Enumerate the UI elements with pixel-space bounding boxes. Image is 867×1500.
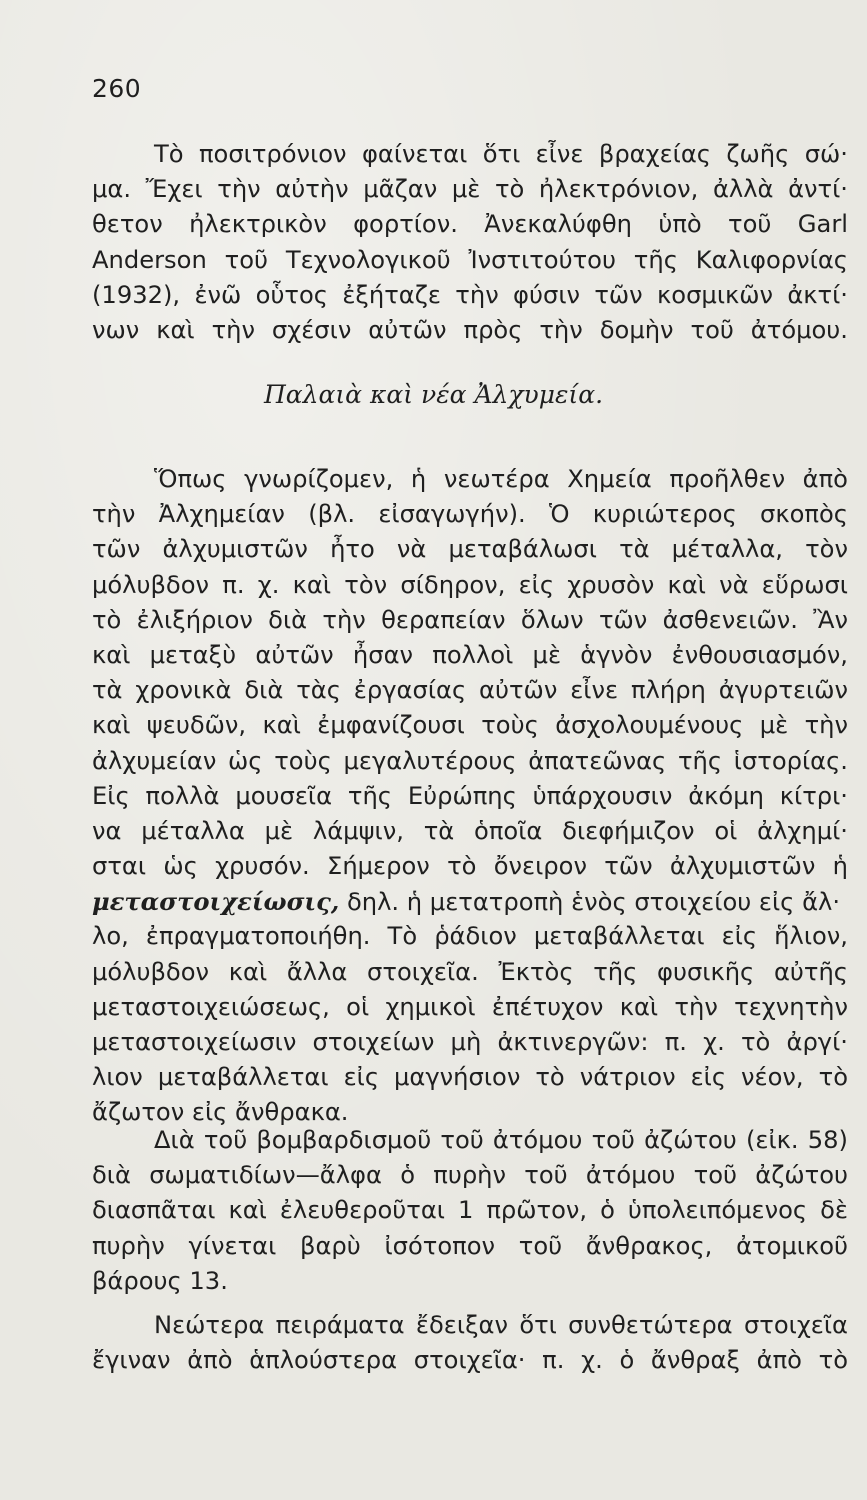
text-line: μεταστοιχείωσιν στοιχείων μὴ ἀκτινεργῶν: π. χ. τὸ ἀργί· <box>92 1028 848 1056</box>
text-line: ἄζωτον εἰς ἄνθρακα. <box>92 1098 349 1127</box>
section-heading: Παλαιὰ καὶ νέα Ἀλχυμεία. <box>263 380 604 409</box>
paragraph-nitrogen <box>92 1123 848 1299</box>
paragraph-alchemy <box>92 462 848 1131</box>
text-line: διὰ σωματιδίων—ἄλφα ὁ πυρὴν τοῦ ἀτόμου τοῦ ἀζώτου <box>92 1161 848 1190</box>
text-line: μόλυβδον π. χ. καὶ τὸν σίδηρον, εἰς χρυσὸν καὶ νὰ εὕρωσι <box>92 570 848 599</box>
text-line: να μέταλλα μὲ λάμψιν, τὰ ὁποῖα διεφήμιζον οἱ ἀλχημί· <box>92 816 848 845</box>
text-line: τὴν Ἀλχημείαν (βλ. εἰσαγωγήν). Ὁ κυριώτερος σκοπὸς <box>92 500 848 529</box>
text-line: νων καὶ τὴν σχέσιν αὐτῶν πρὸς τὴν δομὴν τοῦ ἀτόμου. <box>92 315 848 344</box>
text-line: θετον ἠλεκτρικὸν φορτίον. Ἀνεκαλύφθη ὑπὸ τοῦ Garl <box>92 210 848 239</box>
text-line: μόλυβδον καὶ ἄλλα στοιχεῖα. Ἐκτὸς τῆς φυσικῆς αὐτῆς <box>92 957 848 986</box>
text-line: ἀλχυμείαν ὡς τοὺς μεγαλυτέρους ἀπατεῶνας τῆς ἱστορίας. <box>92 746 848 775</box>
text-line: Ὅπως γνωρίζομεν, ἡ νεωτέρα Χημεία προῆλθεν ἀπὸ <box>154 465 848 493</box>
text-line: τὰ χρονικὰ διὰ τὰς ἐργασίας αὐτῶν εἶνε πλήρη ἀγυρτειῶν <box>92 676 848 705</box>
text-line: Διὰ τοῦ βομβαρδισμοῦ τοῦ ἀτόμου τοῦ ἀζώτου (εἰκ. 58) <box>154 1126 848 1154</box>
text-line: λο, ἐπραγματοποιήθη. Τὸ ῥάδιον μεταβάλλεται εἰς ἥλιον, <box>92 922 848 951</box>
text-line: Εἰς πολλὰ μουσεῖα τῆς Εὐρώπης ὑπάρχουσιν ἀκόμη κίτρι· <box>92 781 848 810</box>
paragraph-experiments <box>92 1308 848 1378</box>
text-line: καὶ μεταξὺ αὐτῶν ἦσαν πολλοὶ μὲ ἁγνὸν ἐνθουσιασμόν, <box>92 640 848 669</box>
text-line: ἔγιναν ἀπὸ ἁπλούστερα στοιχεῖα· π. χ. ὁ ἄνθραξ ἀπὸ τὸ <box>92 1346 848 1375</box>
text-line: καὶ ψευδῶν, καὶ ἐμφανίζουσι τοὺς ἀσχολουμένους μὲ τὴν <box>92 711 848 740</box>
text-fragment: δηλ. ἡ μετατροπὴ ἑνὸς στοιχείου εἰς ἄλ· <box>339 888 841 917</box>
text-line: τῶν ἀλχυμιστῶν ἦτο νὰ μεταβάλωσι τὰ μέταλλα, τὸν <box>92 535 848 564</box>
text-line: Τὸ ποσιτρόνιον φαίνεται ὅτι εἶνε βραχείας ζωῆς σώ· <box>154 140 848 168</box>
text-line: μεταστοιχειώσεως, οἱ χημικοὶ ἐπέτυχον καὶ τὴν τεχνητὴν <box>92 992 848 1021</box>
text-line: Anderson τοῦ Τεχνολογικοῦ Ἰνστιτούτου τῆς Καλιφορνίας <box>92 245 848 274</box>
text-line: τὸ ἐλιξήριον διὰ τὴν θεραπείαν ὅλων τῶν ἀσθενειῶν. Ἂν <box>92 605 848 634</box>
text-line: (1932), ἐνῶ οὗτος ἐξήταζε τὴν φύσιν τῶν κοσμικῶν ἀκτί· <box>92 280 848 309</box>
text-line: μα. Ἔχει τὴν αὐτὴν μᾶζαν μὲ τὸ ἠλεκτρόνιον, ἀλλὰ ἀντί· <box>92 175 848 204</box>
italic-term: μεταστοιχείωσις, <box>92 887 340 917</box>
text-line: διασπᾶται καὶ ἐλευθεροῦται 1 πρῶτον, ὁ ὑπολειπόμενος δὲ <box>92 1196 848 1225</box>
text-line: πυρὴν γίνεται βαρὺ ἰσότοπον τοῦ ἄνθρακος, ἀτομικοῦ <box>92 1231 848 1260</box>
paragraph-positron <box>92 137 848 348</box>
text-line-with-term <box>92 884 848 919</box>
text-line: λιον μεταβάλλεται εἰς μαγνήσιον τὸ νάτριον εἰς νέον, τὸ <box>92 1063 848 1092</box>
text-line: σται ὡς χρυσόν. Σήμερον τὸ ὄνειρον τῶν ἀλχυμιστῶν ἡ <box>92 852 848 881</box>
text-line: βάρους 13. <box>92 1266 228 1295</box>
text-line: Νεώτερα πειράματα ἔδειξαν ὅτι συνθετώτερα στοιχεῖα <box>154 1311 848 1339</box>
page-number: 260 <box>92 74 142 103</box>
